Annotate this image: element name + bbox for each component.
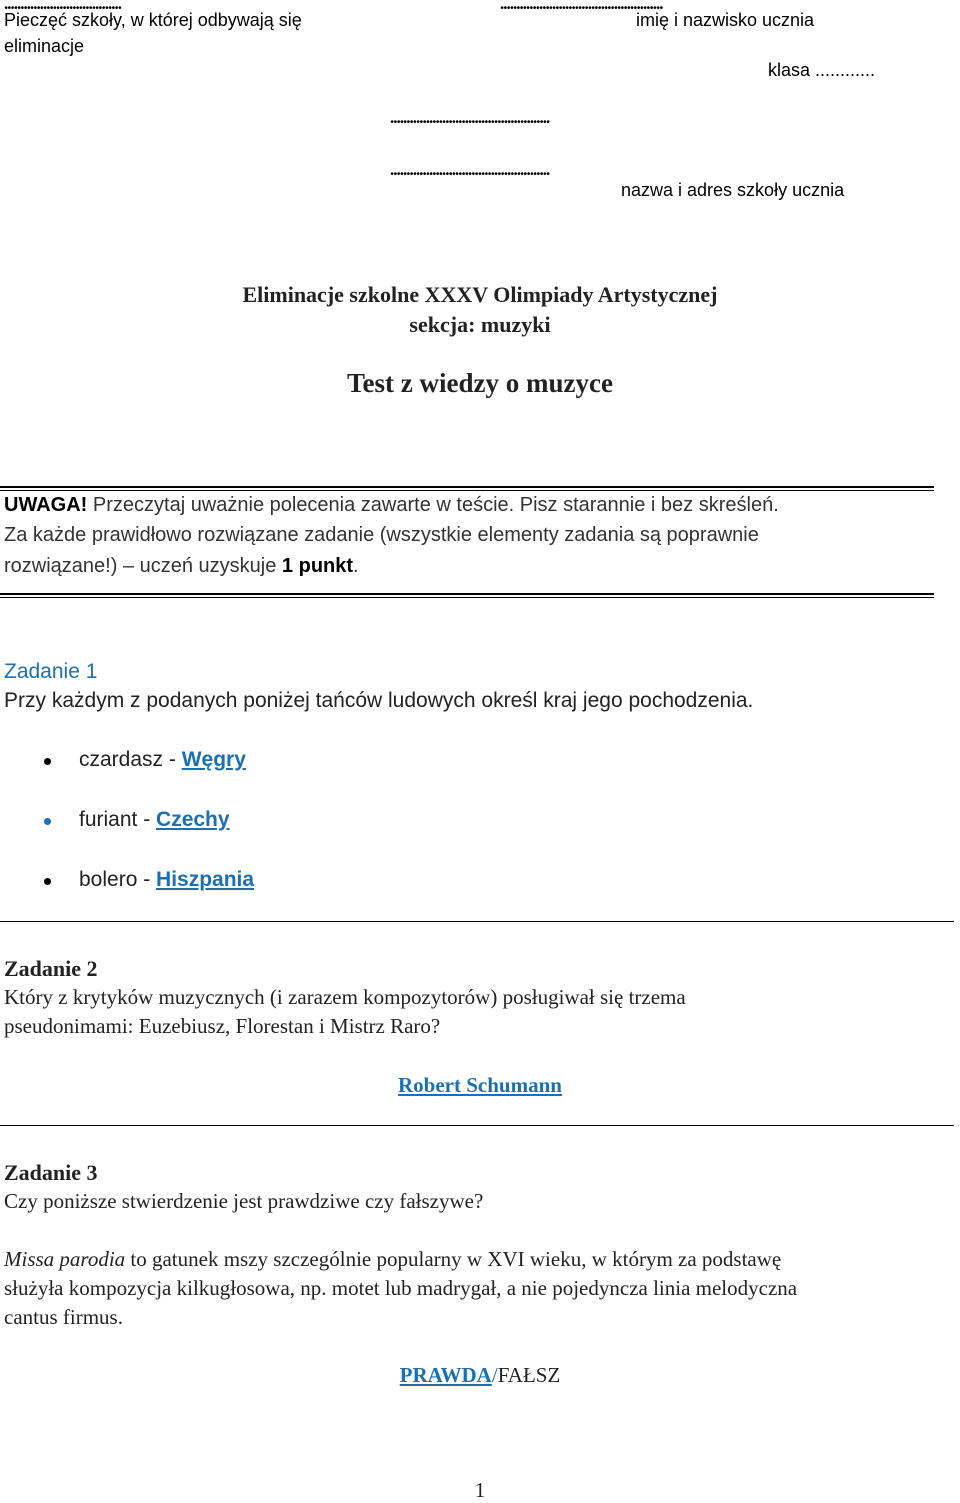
bullet-icon: [44, 818, 51, 825]
task2-prompt-line2: pseudonimami: Euzebiusz, Florestan i Mistrz Raro?: [4, 1014, 441, 1038]
task1-item-1: [79, 748, 246, 772]
notice-line2: Za każde prawidłowo rozwiązane zadanie (wszystkie elementy zadania są poprawnie: [4, 524, 759, 546]
notice-line1: [4, 494, 779, 517]
address-dots-1: .................................................: [390, 108, 550, 127]
task3-answer-line: [0, 1363, 960, 1388]
bullet-icon: [44, 878, 51, 885]
notice-line3-start: rozwiązane!): [4, 555, 123, 577]
task3-statement-line1: [4, 1247, 781, 1272]
task1-item-3: [79, 868, 254, 892]
task2-answer-wrap: [0, 1073, 960, 1098]
section-divider: [0, 1125, 954, 1126]
dance-name: bolero -: [79, 868, 157, 891]
answer-true: PRAWDA: [399, 1363, 492, 1387]
task1-heading: Zadanie 1: [4, 660, 98, 683]
task3-term: Missa parodia: [4, 1247, 126, 1271]
task1-answer-3: Hiszpania: [156, 868, 255, 891]
task1-item-2: [79, 808, 230, 832]
stamp-label-line1: Pieczęć szkoły, w której odbywają się: [4, 10, 302, 30]
stamp-dots: ....................................: [4, 0, 121, 13]
notice-line3-mid: uczeń uzyskuje: [134, 555, 282, 577]
notice-line3: [4, 555, 359, 578]
notice-line3-end: .: [353, 555, 359, 577]
notice-points: 1 punkt: [281, 555, 354, 577]
notice-lead: UWAGA!: [4, 494, 88, 516]
stamp-label-line2: eliminacje: [4, 36, 85, 56]
task3-statement-line3: cantus firmus.: [4, 1305, 123, 1329]
task3-statement-line1-rest: to gatunek mszy szczególnie popularny w XVI wieku, w którym za podstawę: [125, 1247, 782, 1271]
olympiad-title: Eliminacje szkolne XXXV Olimpiady Artystycznej: [242, 282, 718, 307]
dance-name: furiant -: [79, 808, 157, 831]
school-address-label: nazwa i adres szkoły ucznia: [621, 180, 845, 200]
student-name-label: imię i nazwisko ucznia: [636, 10, 815, 30]
task1-prompt: Przy każdym z podanych poniżej tańców ludowych określ kraj jego pochodzenia.: [4, 689, 754, 712]
address-dots-2: .................................................: [390, 160, 550, 179]
task3-heading: Zadanie 3: [4, 1160, 98, 1185]
section-title: sekcja: muzyki: [409, 312, 551, 337]
dance-name: czardasz -: [79, 748, 182, 771]
bullet-icon: [44, 758, 51, 765]
notice-line1-rest: Przeczytaj uważnie polecenia zawarte w teście. Pisz starannie i bez skreśleń.: [87, 494, 779, 516]
task2-answer: Robert Schumann: [398, 1073, 562, 1097]
class-field: klasa ............: [768, 60, 876, 80]
test-title: Test z wiedzy o muzyce: [347, 368, 613, 398]
notice-top-bar: [0, 486, 934, 491]
answer-false: FAŁSZ: [497, 1363, 561, 1387]
page-number: 1: [474, 1478, 486, 1502]
section-divider: [0, 921, 954, 922]
task3-statement-line2: służyła kompozycja kilkugłosowa, np. motet lub madrygał, a nie pojedyncza linia melodyczna: [4, 1276, 798, 1300]
answer-separator: /: [491, 1363, 498, 1387]
task1-answer-1: Węgry: [181, 748, 246, 771]
task3-prompt: Czy poniższe stwierdzenie jest prawdziwe czy fałszywe?: [4, 1189, 484, 1213]
task1-answer-2: Czechy: [156, 808, 230, 831]
notice-line3-dash: –: [122, 555, 135, 577]
notice-bottom-bar: [0, 593, 934, 598]
task2-prompt-line1: Który z krytyków muzycznych (i zarazem kompozytorów) posługiwał się trzema: [4, 985, 686, 1009]
student-name-dots: ..................................................: [500, 0, 663, 13]
task2-heading: Zadanie 2: [4, 956, 98, 981]
